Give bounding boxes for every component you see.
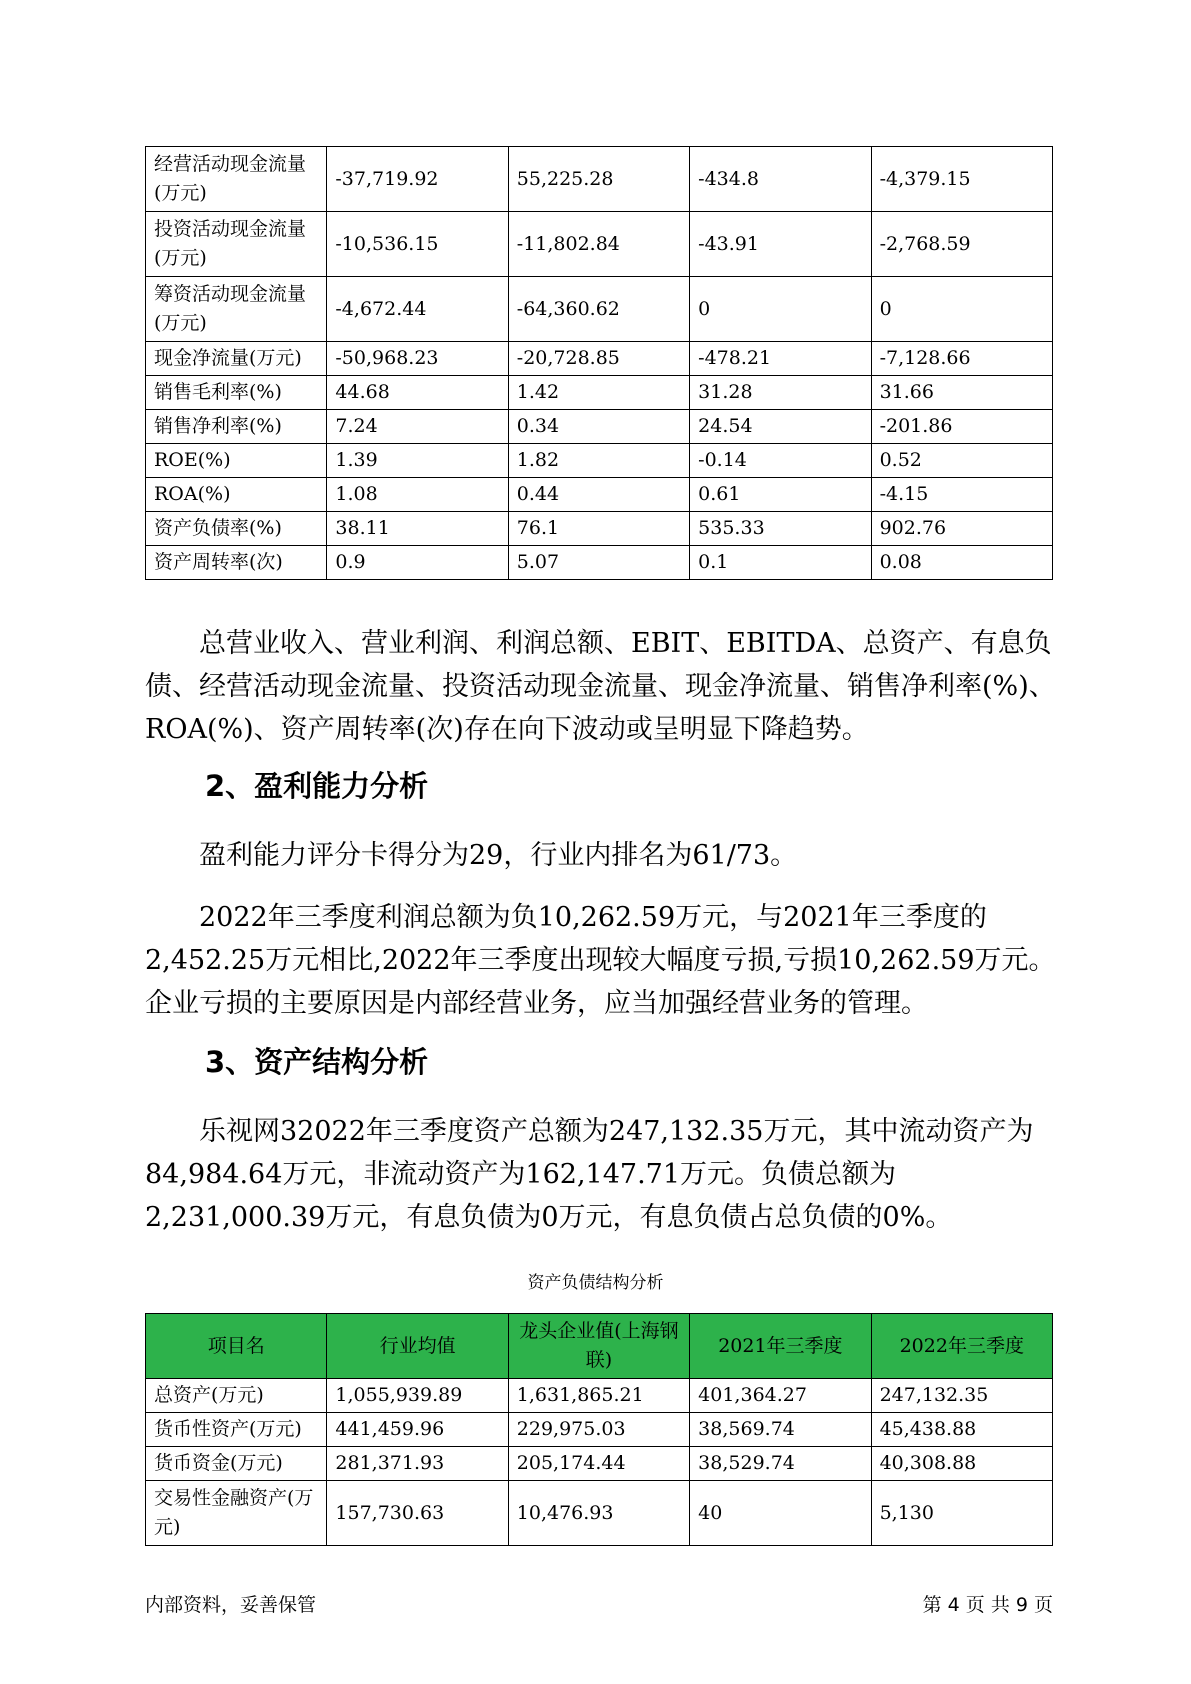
row-label: 销售净利率(%)	[146, 410, 327, 444]
table-row	[146, 546, 1053, 580]
table-cell: 281,371.93	[327, 1447, 508, 1481]
table-row	[146, 342, 1053, 376]
financial-indicators-table	[145, 146, 1053, 580]
table-cell: 1,631,865.21	[508, 1379, 689, 1413]
table-row	[146, 478, 1053, 512]
table-cell: 38,529.74	[690, 1447, 871, 1481]
table-cell: 55,225.28	[508, 147, 689, 212]
table-cell: 1.42	[508, 376, 689, 410]
table-cell: 0.9	[327, 546, 508, 580]
section-heading-profit: 2、盈利能力分析	[205, 769, 429, 803]
row-label: 资产负债率(%)	[146, 512, 327, 546]
table-cell: 247,132.35	[871, 1379, 1052, 1413]
table-row	[146, 444, 1053, 478]
table-cell: 40,308.88	[871, 1447, 1052, 1481]
table-cell: 401,364.27	[690, 1379, 871, 1413]
table-row	[146, 410, 1053, 444]
row-label: ROA(%)	[146, 478, 327, 512]
row-label: 销售毛利率(%)	[146, 376, 327, 410]
column-header: 龙头企业值(上海钢联)	[508, 1314, 689, 1379]
table-row	[146, 512, 1053, 546]
table-cell: 157,730.63	[327, 1481, 508, 1546]
table-cell: -0.14	[690, 444, 871, 478]
table-cell: 76.1	[508, 512, 689, 546]
profit-score-paragraph: 盈利能力评分卡得分为29，行业内排名为61/73。	[199, 840, 798, 871]
table-cell: -434.8	[690, 147, 871, 212]
table-cell: -201.86	[871, 410, 1052, 444]
table-cell: 1.39	[327, 444, 508, 478]
table-row	[146, 1379, 1053, 1413]
profit-detail-paragraph: 2022年三季度利润总额为负10,262.59万元，与2021年三季度的2,452.25万元相比,2022年三季度出现较大幅度亏损,亏损10,262.59万元。企业亏损的主要原因是内部经营业务，应当加强经营业务的管理。	[145, 902, 1056, 1019]
table-cell: 40	[690, 1481, 871, 1546]
row-label: 资产周转率(次)	[146, 546, 327, 580]
table-cell: 5,130	[871, 1481, 1052, 1546]
table-cell: 0.1	[690, 546, 871, 580]
row-label: 筹资活动现金流量(万元)	[146, 277, 327, 342]
section-heading-asset: 3、资产结构分析	[205, 1045, 429, 1079]
column-header: 2022年三季度	[871, 1314, 1052, 1379]
table-row	[146, 212, 1053, 277]
row-label: 经营活动现金流量(万元)	[146, 147, 327, 212]
table-header-row	[146, 1314, 1053, 1379]
table-cell: -478.21	[690, 342, 871, 376]
row-label: 总资产(万元)	[146, 1379, 327, 1413]
table-cell: 902.76	[871, 512, 1052, 546]
table-row	[146, 376, 1053, 410]
row-label: 货币资金(万元)	[146, 1447, 327, 1481]
table-cell: 10,476.93	[508, 1481, 689, 1546]
table-cell: -4,379.15	[871, 147, 1052, 212]
table-cell: 44.68	[327, 376, 508, 410]
table-cell: -64,360.62	[508, 277, 689, 342]
column-header: 2021年三季度	[690, 1314, 871, 1379]
table-cell: -7,128.66	[871, 342, 1052, 376]
table-cell: 1.08	[327, 478, 508, 512]
asset-detail-paragraph: 乐视网32022年三季度资产总额为247,132.35万元，其中流动资产为84,984.64万元，非流动资产为162,147.71万元。负债总额为2,231,000.39万元，有息负债为0万元，有息负债占总负债的0%。	[145, 1116, 1034, 1233]
table-cell: -37,719.92	[327, 147, 508, 212]
table-cell: -50,968.23	[327, 342, 508, 376]
table-cell: -4,672.44	[327, 277, 508, 342]
table-row	[146, 147, 1053, 212]
table-caption: 资产负债结构分析	[527, 1273, 664, 1293]
table-cell: -20,728.85	[508, 342, 689, 376]
table-cell: 535.33	[690, 512, 871, 546]
table-cell: 1,055,939.89	[327, 1379, 508, 1413]
footer-confidential-note: 内部资料，妥善保管	[145, 1594, 317, 1616]
table-cell: 229,975.03	[508, 1413, 689, 1447]
table-cell: 205,174.44	[508, 1447, 689, 1481]
row-label: 现金净流量(万元)	[146, 342, 327, 376]
table-cell: 31.28	[690, 376, 871, 410]
row-label: ROE(%)	[146, 444, 327, 478]
column-header: 行业均值	[327, 1314, 508, 1379]
row-label: 货币性资产(万元)	[146, 1413, 327, 1447]
table-cell: -4.15	[871, 478, 1052, 512]
row-label: 交易性金融资产(万元)	[146, 1481, 327, 1546]
table-cell: 0.52	[871, 444, 1052, 478]
table-cell: 0.34	[508, 410, 689, 444]
table-row	[146, 1447, 1053, 1481]
table-row	[146, 1481, 1053, 1546]
table-cell: 0.61	[690, 478, 871, 512]
table-cell: 0.08	[871, 546, 1052, 580]
table-cell: 45,438.88	[871, 1413, 1052, 1447]
footer-page-number: 第 4 页 共 9 页	[922, 1594, 1053, 1616]
table-cell: -10,536.15	[327, 212, 508, 277]
table-row	[146, 277, 1053, 342]
table-cell: -43.91	[690, 212, 871, 277]
table-cell: -2,768.59	[871, 212, 1052, 277]
table-cell: 441,459.96	[327, 1413, 508, 1447]
table-cell: 38.11	[327, 512, 508, 546]
row-label: 投资活动现金流量(万元)	[146, 212, 327, 277]
table-cell: 0	[871, 277, 1052, 342]
column-header: 项目名	[146, 1314, 327, 1379]
table-cell: 0.44	[508, 478, 689, 512]
table-row	[146, 1413, 1053, 1447]
trend-paragraph: 总营业收入、营业利润、利润总额、EBIT、EBITDA、总资产、有息负债、经营活动现金流量、投资活动现金流量、现金净流量、销售净利率(%)、ROA(%)、资产周转率(次)存在向下波动或呈明显下降趋势。	[145, 628, 1056, 745]
table-cell: 31.66	[871, 376, 1052, 410]
table-cell: 0	[690, 277, 871, 342]
asset-liability-table	[145, 1313, 1053, 1546]
table-cell: 24.54	[690, 410, 871, 444]
table-cell: -11,802.84	[508, 212, 689, 277]
table-cell: 7.24	[327, 410, 508, 444]
table-cell: 38,569.74	[690, 1413, 871, 1447]
table-cell: 1.82	[508, 444, 689, 478]
table-cell: 5.07	[508, 546, 689, 580]
